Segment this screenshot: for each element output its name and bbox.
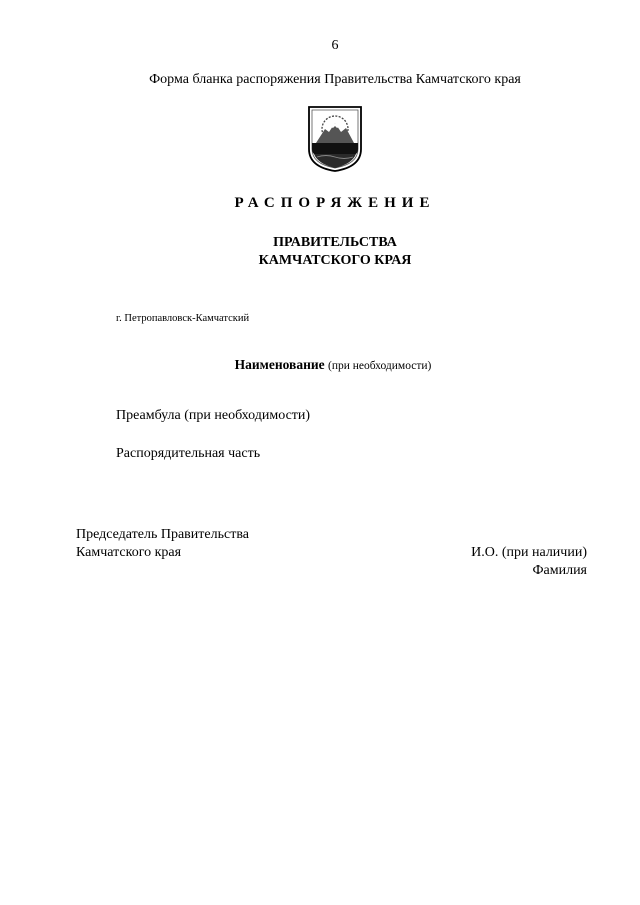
- kamchatka-coat-of-arms-icon: [305, 105, 365, 173]
- signer-surname: Фамилия: [532, 563, 587, 578]
- form-title: Форма бланка распоряжения Правительства Камчатского края: [149, 72, 521, 87]
- signer-position: [76, 526, 249, 562]
- issuer-block: [0, 234, 640, 270]
- heading-note: (при необходимости): [328, 360, 432, 372]
- operative-part-text: Распорядительная часть: [116, 446, 261, 461]
- issuer-line-1: ПРАВИТЕЛЬСТВА: [273, 235, 397, 250]
- signer-position-line-1: Председатель Правительства: [76, 527, 249, 542]
- signer-initials: И.О. (при наличии): [471, 545, 587, 560]
- signer-name: [471, 544, 587, 580]
- signer-position-line-2: Камчатского края: [76, 545, 182, 560]
- heading-title: Наименование: [234, 357, 325, 372]
- preamble-text: Преамбула (при необходимости): [116, 408, 311, 423]
- document-type-title: РАСПОРЯЖЕНИЕ: [234, 195, 436, 211]
- page-number: 6: [331, 38, 339, 53]
- issuer-line-2: КАМЧАТСКОГО КРАЯ: [258, 253, 412, 268]
- city-label: г. Петропавловск-Камчатский: [116, 313, 250, 324]
- document-heading: [0, 357, 640, 373]
